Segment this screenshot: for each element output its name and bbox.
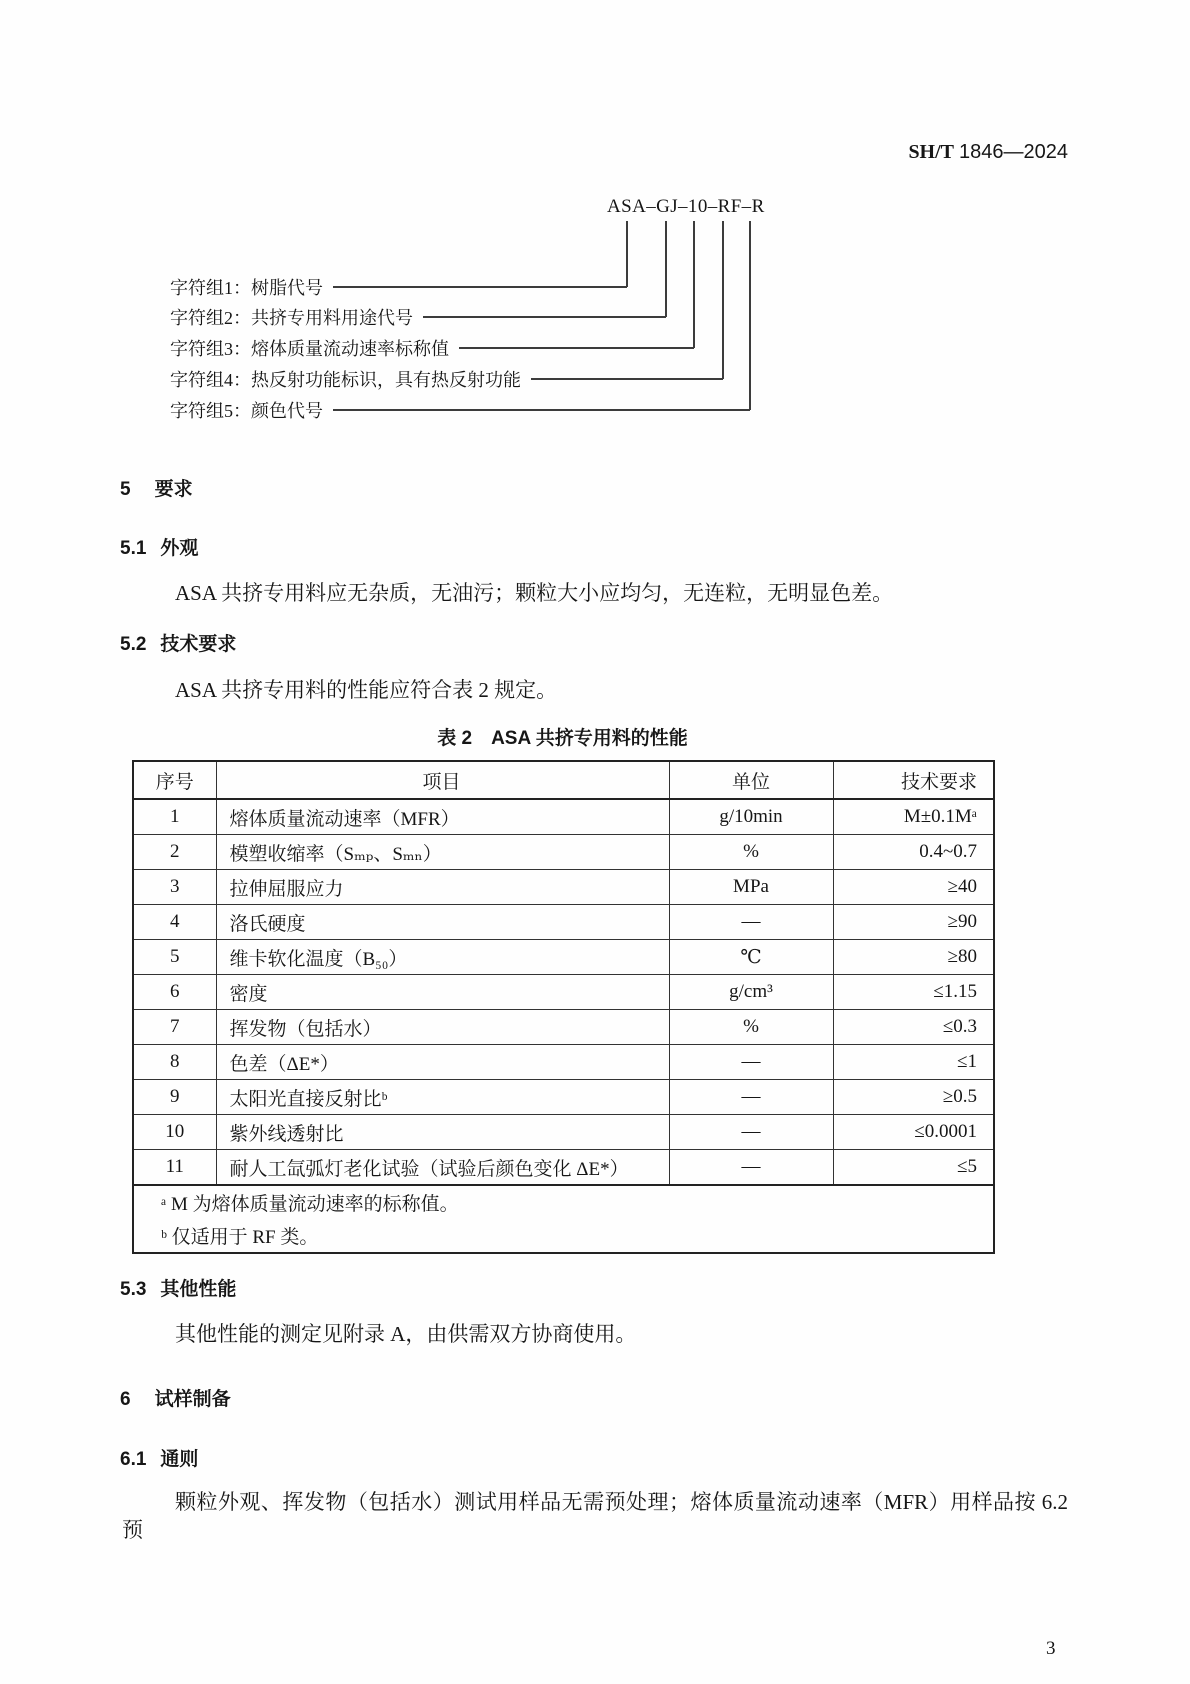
cell-no: 3: [133, 870, 216, 905]
table-row: [133, 940, 994, 975]
cell-req: ≤0.0001: [833, 1115, 994, 1150]
table-footnote-row: [133, 1219, 994, 1253]
cell-req: ≤0.3: [833, 1010, 994, 1045]
cell-no: 5: [133, 940, 216, 975]
diagram-vline-2: [665, 221, 667, 317]
cell-unit: —: [669, 1045, 833, 1080]
section-heading-5-2: [120, 629, 236, 656]
table-row: [133, 1115, 994, 1150]
cell-req: ≥0.5: [833, 1080, 994, 1115]
diagram-vline-5: [749, 221, 751, 410]
section-title: 其他性能: [160, 1279, 237, 1300]
cell-no: 7: [133, 1010, 216, 1045]
table-footnote-a: ᵃ M 为熔体质量流动速率的标称值。: [161, 1194, 459, 1215]
leader-line: [333, 409, 750, 411]
designation-code: ASA–GJ–10–RF–R: [607, 196, 765, 217]
section-heading-5-3: [120, 1274, 236, 1301]
leader-line: [423, 316, 666, 318]
table-row: [133, 1045, 994, 1080]
cell-req: ≥80: [833, 940, 994, 975]
cell-no: 4: [133, 905, 216, 940]
table-header-row: [133, 761, 994, 799]
paragraph-5-1: ASA 共挤专用料应无杂质，无油污；颗粒大小应均匀，无连粒，无明显色差。: [175, 581, 894, 605]
performance-table: [132, 760, 995, 1254]
cell-no: 9: [133, 1080, 216, 1115]
designation-group-row: [170, 337, 694, 359]
cell-item: 挥发物（包括水）: [216, 1010, 669, 1045]
cell-item: 耐人工氙弧灯老化试验（试验后颜色变化 ΔE*）: [216, 1150, 669, 1186]
leader-line: [333, 286, 627, 288]
section-heading-5: [120, 474, 193, 501]
designation-group-label: 字符组1：树脂代号: [170, 278, 323, 298]
section-title: 通则: [160, 1449, 199, 1470]
designation-group-label: 字符组5：颜色代号: [170, 401, 323, 421]
cell-item: 紫外线透射比: [216, 1115, 669, 1150]
table-caption: 表 2 ASA 共挤专用料的性能: [437, 728, 688, 749]
cell-no: 11: [133, 1150, 216, 1186]
column-header-item: 项目: [216, 761, 669, 799]
column-header-req: 技术要求: [833, 761, 994, 799]
section-number: 6: [120, 1389, 131, 1410]
cell-unit: —: [669, 1115, 833, 1150]
section-heading-5-1: [120, 533, 198, 560]
paragraph-5-2: ASA 共挤专用料的性能应符合表 2 规定。: [175, 678, 558, 702]
designation-group-label: 字符组3：熔体质量流动速率标称值: [170, 339, 449, 359]
cell-unit: g/10min: [669, 799, 833, 835]
column-header-unit: 单位: [669, 761, 833, 799]
cell-req: ≤1: [833, 1045, 994, 1080]
leader-line: [531, 378, 723, 380]
cell-unit: —: [669, 1150, 833, 1186]
cell-unit: —: [669, 1080, 833, 1115]
designation-group-label: 字符组4：热反射功能标识，具有热反射功能: [170, 370, 521, 390]
section-number: 5: [120, 479, 131, 500]
cell-no: 1: [133, 799, 216, 835]
designation-group-label: 字符组2：共挤专用料用途代号: [170, 308, 413, 328]
leader-line: [459, 347, 694, 349]
cell-no: 2: [133, 835, 216, 870]
table-row: [133, 905, 994, 940]
section-number: 5.3: [120, 1279, 147, 1300]
paragraph-5-3: 其他性能的测定见附录 A，由供需双方协商使用。: [175, 1322, 637, 1346]
section-title: 外观: [160, 538, 199, 559]
table-row: [133, 1080, 994, 1115]
standard-header: [908, 141, 1068, 164]
cell-item: 拉伸屈服应力: [216, 870, 669, 905]
cell-req: ≥40: [833, 870, 994, 905]
section-title: 试样制备: [154, 1389, 231, 1410]
designation-group-row: [170, 399, 750, 421]
table-row: [133, 835, 994, 870]
cell-item: 太阳光直接反射比ᵇ: [216, 1080, 669, 1115]
table-row: [133, 1150, 994, 1186]
designation-group-row: [170, 306, 666, 328]
diagram-vline-3: [693, 221, 695, 348]
cell-req: ≤5: [833, 1150, 994, 1186]
table-row: [133, 975, 994, 1010]
designation-group-row: [170, 368, 723, 390]
cell-item: 维卡软化温度（B₅₀）: [216, 940, 669, 975]
cell-no: 8: [133, 1045, 216, 1080]
cell-item: 色差（ΔE*）: [216, 1045, 669, 1080]
cell-unit: g/cm³: [669, 975, 833, 1010]
cell-no: 10: [133, 1115, 216, 1150]
cell-req: M±0.1Mᵃ: [833, 799, 994, 835]
table-footnote-b: ᵇ 仅适用于 RF 类。: [161, 1227, 319, 1248]
section-heading-6: [120, 1384, 231, 1411]
cell-item: 洛氏硬度: [216, 905, 669, 940]
page-number: 3: [1046, 1638, 1056, 1659]
section-heading-6-1: [120, 1444, 198, 1471]
cell-no: 6: [133, 975, 216, 1010]
cell-unit: —: [669, 905, 833, 940]
section-number: 5.2: [120, 634, 147, 655]
table-row: [133, 1010, 994, 1045]
cell-unit: %: [669, 1010, 833, 1045]
cell-item: 密度: [216, 975, 669, 1010]
cell-req: 0.4~0.7: [833, 835, 994, 870]
cell-req: ≤1.15: [833, 975, 994, 1010]
cell-item: 熔体质量流动速率（MFR）: [216, 799, 669, 835]
section-title: 要求: [154, 479, 193, 500]
table-footnote-row: [133, 1185, 994, 1219]
cell-unit: %: [669, 835, 833, 870]
cell-unit: ℃: [669, 940, 833, 975]
standard-number: 1846—2024: [959, 141, 1068, 163]
column-header-no: 序号: [133, 761, 216, 799]
standard-prefix: SH/T: [908, 141, 955, 163]
cell-item: 模塑收缩率（Sₘₚ、Sₘₙ）: [216, 835, 669, 870]
table-row: [133, 799, 994, 835]
cell-unit: MPa: [669, 870, 833, 905]
designation-group-row: [170, 276, 627, 298]
table-row: [133, 870, 994, 905]
section-title: 技术要求: [160, 634, 237, 655]
section-number: 6.1: [120, 1449, 147, 1470]
section-number: 5.1: [120, 538, 147, 559]
cell-req: ≥90: [833, 905, 994, 940]
diagram-vline-4: [722, 221, 724, 379]
paragraph-6-1: 颗粒外观、挥发物（包括水）测试用样品无需预处理；熔体质量流动速率（MFR）用样品按 6.2 预: [122, 1490, 1068, 1542]
